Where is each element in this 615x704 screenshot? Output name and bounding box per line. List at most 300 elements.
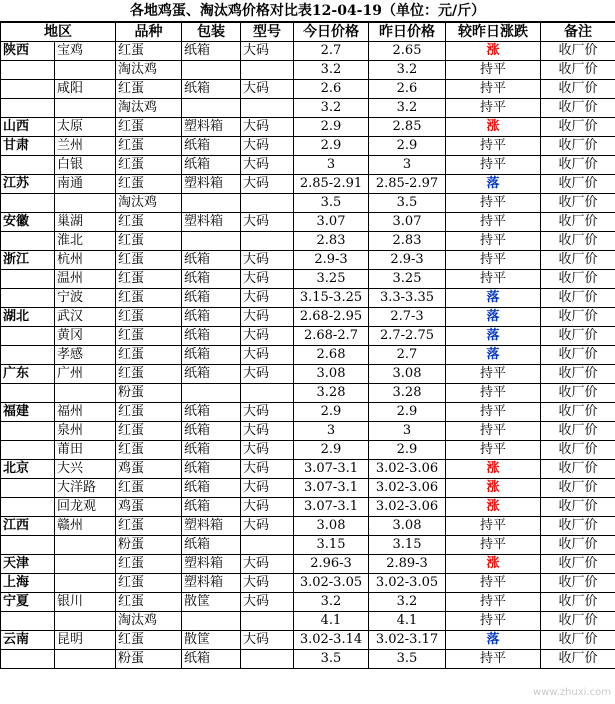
change-cell: 落 [446, 631, 541, 650]
product-cell: 粉蛋 [116, 384, 182, 403]
city-cell: 福州 [55, 403, 116, 422]
header-pack: 包装 [182, 23, 241, 42]
today-price-cell: 3 [294, 422, 369, 441]
size-cell: 大码 [241, 631, 294, 650]
pack-cell [182, 612, 241, 631]
pack-cell: 纸箱 [182, 536, 241, 555]
product-cell: 红蛋 [116, 479, 182, 498]
city-cell: 白银 [55, 156, 116, 175]
pack-cell: 纸箱 [182, 137, 241, 156]
change-cell: 涨 [446, 460, 541, 479]
product-cell: 红蛋 [116, 555, 182, 574]
change-cell: 落 [446, 175, 541, 194]
province-cell [1, 194, 55, 213]
pack-cell [182, 99, 241, 118]
table-row [1, 175, 615, 194]
size-cell: 大码 [241, 593, 294, 612]
city-cell: 昆明 [55, 631, 116, 650]
city-cell: 杭州 [55, 251, 116, 270]
yesterday-price-cell: 4.1 [369, 612, 446, 631]
yesterday-price-cell: 3.2 [369, 61, 446, 80]
today-price-cell: 3.5 [294, 194, 369, 213]
header-change: 较昨日涨跌 [446, 23, 541, 42]
table-row [1, 422, 615, 441]
province-cell: 上海 [1, 574, 55, 593]
province-cell: 云南 [1, 631, 55, 650]
pack-cell: 纸箱 [182, 441, 241, 460]
province-cell [1, 232, 55, 251]
pack-cell: 纸箱 [182, 270, 241, 289]
size-cell: 大码 [241, 42, 294, 61]
table-row [1, 289, 615, 308]
size-cell [241, 61, 294, 80]
change-cell: 持平 [446, 99, 541, 118]
today-price-cell: 3.08 [294, 517, 369, 536]
change-cell: 持平 [446, 251, 541, 270]
product-cell: 淘汰鸡 [116, 194, 182, 213]
table-row [1, 213, 615, 232]
pack-cell: 纸箱 [182, 289, 241, 308]
table-row [1, 118, 615, 137]
note-cell: 收厂价 [541, 289, 615, 308]
city-cell: 温州 [55, 270, 116, 289]
change-cell: 持平 [446, 365, 541, 384]
note-cell: 收厂价 [541, 365, 615, 384]
pack-cell: 纸箱 [182, 498, 241, 517]
table-row [1, 593, 615, 612]
change-cell: 持平 [446, 593, 541, 612]
table-row [1, 80, 615, 99]
city-cell: 黄冈 [55, 327, 116, 346]
today-price-cell: 3.07-3.1 [294, 460, 369, 479]
note-cell: 收厂价 [541, 346, 615, 365]
city-cell [55, 384, 116, 403]
note-cell: 收厂价 [541, 270, 615, 289]
province-cell: 安徽 [1, 213, 55, 232]
product-cell: 红蛋 [116, 327, 182, 346]
change-cell: 持平 [446, 650, 541, 669]
table-row [1, 232, 615, 251]
table-row [1, 365, 615, 384]
province-cell: 天津 [1, 555, 55, 574]
table-row [1, 251, 615, 270]
note-cell: 收厂价 [541, 137, 615, 156]
product-cell: 红蛋 [116, 251, 182, 270]
size-cell [241, 536, 294, 555]
province-cell [1, 536, 55, 555]
change-cell: 持平 [446, 403, 541, 422]
header-today: 今日价格 [294, 23, 369, 42]
city-cell [55, 574, 116, 593]
yesterday-price-cell: 2.9-3 [369, 251, 446, 270]
table-body [1, 42, 615, 669]
pack-cell: 散筐 [182, 593, 241, 612]
city-cell: 回龙观 [55, 498, 116, 517]
city-cell: 大兴 [55, 460, 116, 479]
product-cell: 红蛋 [116, 422, 182, 441]
province-cell: 广东 [1, 365, 55, 384]
change-cell: 持平 [446, 422, 541, 441]
today-price-cell: 2.9 [294, 403, 369, 422]
product-cell: 红蛋 [116, 156, 182, 175]
product-cell: 粉蛋 [116, 536, 182, 555]
size-cell: 大码 [241, 270, 294, 289]
yesterday-price-cell: 2.9 [369, 403, 446, 422]
today-price-cell: 3.07-3.1 [294, 498, 369, 517]
today-price-cell: 3.07 [294, 213, 369, 232]
product-cell: 红蛋 [116, 631, 182, 650]
yesterday-price-cell: 3.5 [369, 650, 446, 669]
pack-cell: 纸箱 [182, 42, 241, 61]
pack-cell: 纸箱 [182, 403, 241, 422]
note-cell: 收厂价 [541, 80, 615, 99]
change-cell: 持平 [446, 270, 541, 289]
province-cell: 陕西 [1, 42, 55, 61]
product-cell: 淘汰鸡 [116, 61, 182, 80]
today-price-cell: 2.85-2.91 [294, 175, 369, 194]
pack-cell: 塑料箱 [182, 175, 241, 194]
province-cell [1, 289, 55, 308]
note-cell: 收厂价 [541, 251, 615, 270]
note-cell: 收厂价 [541, 536, 615, 555]
city-cell: 兰州 [55, 137, 116, 156]
change-cell: 持平 [446, 536, 541, 555]
note-cell: 收厂价 [541, 384, 615, 403]
yesterday-price-cell: 3.5 [369, 194, 446, 213]
header-yesterday: 昨日价格 [369, 23, 446, 42]
table-row [1, 650, 615, 669]
city-cell: 银川 [55, 593, 116, 612]
yesterday-price-cell: 3.28 [369, 384, 446, 403]
product-cell: 红蛋 [116, 346, 182, 365]
today-price-cell: 3 [294, 156, 369, 175]
note-cell: 收厂价 [541, 42, 615, 61]
province-cell: 江西 [1, 517, 55, 536]
today-price-cell: 3.02-3.14 [294, 631, 369, 650]
note-cell: 收厂价 [541, 498, 615, 517]
product-cell: 红蛋 [116, 80, 182, 99]
header-note: 备注 [541, 23, 615, 42]
change-cell: 持平 [446, 80, 541, 99]
table-row [1, 270, 615, 289]
pack-cell: 纸箱 [182, 422, 241, 441]
province-cell [1, 99, 55, 118]
yesterday-price-cell: 2.7-2.75 [369, 327, 446, 346]
pack-cell: 纸箱 [182, 479, 241, 498]
note-cell: 收厂价 [541, 327, 615, 346]
size-cell: 大码 [241, 80, 294, 99]
size-cell: 大码 [241, 137, 294, 156]
table-row [1, 61, 615, 80]
size-cell [241, 99, 294, 118]
today-price-cell: 3.02-3.05 [294, 574, 369, 593]
city-cell [55, 536, 116, 555]
yesterday-price-cell: 3.07 [369, 213, 446, 232]
change-cell: 落 [446, 289, 541, 308]
yesterday-price-cell: 2.85 [369, 118, 446, 137]
pack-cell: 纸箱 [182, 327, 241, 346]
city-cell: 咸阳 [55, 80, 116, 99]
yesterday-price-cell: 3.02-3.05 [369, 574, 446, 593]
pack-cell: 纸箱 [182, 365, 241, 384]
city-cell: 南通 [55, 175, 116, 194]
change-cell: 持平 [446, 517, 541, 536]
table-row [1, 574, 615, 593]
note-cell: 收厂价 [541, 213, 615, 232]
note-cell: 收厂价 [541, 517, 615, 536]
province-cell: 宁夏 [1, 593, 55, 612]
size-cell: 大码 [241, 479, 294, 498]
pack-cell: 纸箱 [182, 460, 241, 479]
yesterday-price-cell: 2.89-3 [369, 555, 446, 574]
size-cell: 大码 [241, 555, 294, 574]
change-cell: 持平 [446, 232, 541, 251]
note-cell: 收厂价 [541, 194, 615, 213]
product-cell: 红蛋 [116, 517, 182, 536]
size-cell: 大码 [241, 441, 294, 460]
city-cell [55, 650, 116, 669]
city-cell: 武汉 [55, 308, 116, 327]
table-row [1, 555, 615, 574]
size-cell [241, 194, 294, 213]
yesterday-price-cell: 3 [369, 156, 446, 175]
pack-cell: 塑料箱 [182, 574, 241, 593]
table-row [1, 156, 615, 175]
product-cell: 红蛋 [116, 118, 182, 137]
note-cell: 收厂价 [541, 99, 615, 118]
note-cell: 收厂价 [541, 156, 615, 175]
today-price-cell: 3.08 [294, 365, 369, 384]
note-cell: 收厂价 [541, 612, 615, 631]
table-row [1, 612, 615, 631]
size-cell: 大码 [241, 289, 294, 308]
size-cell: 大码 [241, 574, 294, 593]
product-cell: 红蛋 [116, 232, 182, 251]
city-cell [55, 612, 116, 631]
table-row [1, 137, 615, 156]
today-price-cell: 4.1 [294, 612, 369, 631]
size-cell: 大码 [241, 327, 294, 346]
today-price-cell: 2.9-3 [294, 251, 369, 270]
city-cell: 泉州 [55, 422, 116, 441]
product-cell: 红蛋 [116, 574, 182, 593]
watermark: www.zhuxi.com [533, 687, 611, 698]
province-cell: 甘肃 [1, 137, 55, 156]
note-cell: 收厂价 [541, 403, 615, 422]
table-row [1, 194, 615, 213]
today-price-cell: 2.7 [294, 42, 369, 61]
pack-cell: 纸箱 [182, 80, 241, 99]
today-price-cell: 3.28 [294, 384, 369, 403]
yesterday-price-cell: 3.02-3.06 [369, 498, 446, 517]
pack-cell: 纸箱 [182, 308, 241, 327]
province-cell [1, 61, 55, 80]
product-cell: 红蛋 [116, 270, 182, 289]
size-cell: 大码 [241, 251, 294, 270]
product-cell: 鸡蛋 [116, 498, 182, 517]
yesterday-price-cell: 2.7 [369, 346, 446, 365]
size-cell [241, 650, 294, 669]
pack-cell: 纸箱 [182, 251, 241, 270]
yesterday-price-cell: 3.08 [369, 365, 446, 384]
yesterday-price-cell: 2.85-2.97 [369, 175, 446, 194]
yesterday-price-cell: 3.02-3.06 [369, 479, 446, 498]
size-cell: 大码 [241, 403, 294, 422]
change-cell: 持平 [446, 441, 541, 460]
city-cell: 宝鸡 [55, 42, 116, 61]
table-row [1, 460, 615, 479]
note-cell: 收厂价 [541, 232, 615, 251]
province-cell [1, 479, 55, 498]
size-cell [241, 612, 294, 631]
today-price-cell: 3.07-3.1 [294, 479, 369, 498]
yesterday-price-cell: 2.65 [369, 42, 446, 61]
province-cell: 江苏 [1, 175, 55, 194]
table-row [1, 517, 615, 536]
province-cell [1, 441, 55, 460]
today-price-cell: 2.68-2.95 [294, 308, 369, 327]
city-cell [55, 194, 116, 213]
product-cell: 红蛋 [116, 441, 182, 460]
yesterday-price-cell: 3.2 [369, 99, 446, 118]
product-cell: 红蛋 [116, 308, 182, 327]
pack-cell: 塑料箱 [182, 555, 241, 574]
table-row [1, 384, 615, 403]
yesterday-price-cell: 3.02-3.17 [369, 631, 446, 650]
yesterday-price-cell: 3.15 [369, 536, 446, 555]
size-cell: 大码 [241, 175, 294, 194]
city-cell: 太原 [55, 118, 116, 137]
city-cell: 莆田 [55, 441, 116, 460]
product-cell: 鸡蛋 [116, 460, 182, 479]
province-cell [1, 650, 55, 669]
yesterday-price-cell: 3.3-3.35 [369, 289, 446, 308]
size-cell: 大码 [241, 213, 294, 232]
note-cell: 收厂价 [541, 479, 615, 498]
change-cell: 持平 [446, 194, 541, 213]
change-cell: 落 [446, 346, 541, 365]
province-cell: 浙江 [1, 251, 55, 270]
product-cell: 红蛋 [116, 42, 182, 61]
yesterday-price-cell: 2.7-3 [369, 308, 446, 327]
today-price-cell: 3.25 [294, 270, 369, 289]
note-cell: 收厂价 [541, 61, 615, 80]
yesterday-price-cell: 3.25 [369, 270, 446, 289]
city-cell: 宁波 [55, 289, 116, 308]
size-cell: 大码 [241, 422, 294, 441]
pack-cell [182, 232, 241, 251]
note-cell: 收厂价 [541, 650, 615, 669]
province-cell [1, 422, 55, 441]
change-cell: 持平 [446, 61, 541, 80]
today-price-cell: 2.68-2.7 [294, 327, 369, 346]
product-cell: 红蛋 [116, 213, 182, 232]
city-cell [55, 555, 116, 574]
change-cell: 持平 [446, 384, 541, 403]
change-cell: 落 [446, 308, 541, 327]
yesterday-price-cell: 3 [369, 422, 446, 441]
pack-cell [182, 384, 241, 403]
table-row [1, 498, 615, 517]
size-cell: 大码 [241, 365, 294, 384]
price-table [0, 22, 615, 669]
note-cell: 收厂价 [541, 574, 615, 593]
size-cell: 大码 [241, 460, 294, 479]
header-size: 型号 [241, 23, 294, 42]
today-price-cell: 3.5 [294, 650, 369, 669]
province-cell [1, 270, 55, 289]
change-cell: 涨 [446, 42, 541, 61]
size-cell: 大码 [241, 118, 294, 137]
change-cell: 持平 [446, 612, 541, 631]
city-cell: 赣州 [55, 517, 116, 536]
province-cell [1, 80, 55, 99]
change-cell: 涨 [446, 479, 541, 498]
product-cell: 粉蛋 [116, 650, 182, 669]
size-cell: 大码 [241, 308, 294, 327]
province-cell [1, 327, 55, 346]
table-row [1, 403, 615, 422]
table-row [1, 631, 615, 650]
today-price-cell: 3.2 [294, 593, 369, 612]
city-cell: 巢湖 [55, 213, 116, 232]
size-cell: 大码 [241, 517, 294, 536]
note-cell: 收厂价 [541, 631, 615, 650]
note-cell: 收厂价 [541, 175, 615, 194]
pack-cell: 纸箱 [182, 346, 241, 365]
province-cell: 山西 [1, 118, 55, 137]
yesterday-price-cell: 3.02-3.06 [369, 460, 446, 479]
product-cell: 红蛋 [116, 365, 182, 384]
size-cell: 大码 [241, 156, 294, 175]
change-cell: 落 [446, 327, 541, 346]
table-row [1, 308, 615, 327]
today-price-cell: 3.15-3.25 [294, 289, 369, 308]
today-price-cell: 2.83 [294, 232, 369, 251]
province-cell [1, 498, 55, 517]
today-price-cell: 2.68 [294, 346, 369, 365]
province-cell [1, 156, 55, 175]
header-product: 品种 [116, 23, 182, 42]
note-cell: 收厂价 [541, 460, 615, 479]
yesterday-price-cell: 2.6 [369, 80, 446, 99]
product-cell: 红蛋 [116, 289, 182, 308]
header-region: 地区 [1, 23, 116, 42]
pack-cell: 散筐 [182, 631, 241, 650]
change-cell: 持平 [446, 574, 541, 593]
note-cell: 收厂价 [541, 308, 615, 327]
today-price-cell: 2.9 [294, 441, 369, 460]
yesterday-price-cell: 3.2 [369, 593, 446, 612]
province-cell: 湖北 [1, 308, 55, 327]
note-cell: 收厂价 [541, 555, 615, 574]
change-cell: 持平 [446, 156, 541, 175]
province-cell [1, 346, 55, 365]
pack-cell: 塑料箱 [182, 213, 241, 232]
yesterday-price-cell: 2.9 [369, 137, 446, 156]
table-row [1, 99, 615, 118]
province-cell [1, 384, 55, 403]
today-price-cell: 2.6 [294, 80, 369, 99]
change-cell: 持平 [446, 213, 541, 232]
today-price-cell: 3.15 [294, 536, 369, 555]
pack-cell: 纸箱 [182, 156, 241, 175]
product-cell: 淘汰鸡 [116, 99, 182, 118]
change-cell: 涨 [446, 555, 541, 574]
change-cell: 涨 [446, 498, 541, 517]
pack-cell: 塑料箱 [182, 517, 241, 536]
city-cell: 孝感 [55, 346, 116, 365]
